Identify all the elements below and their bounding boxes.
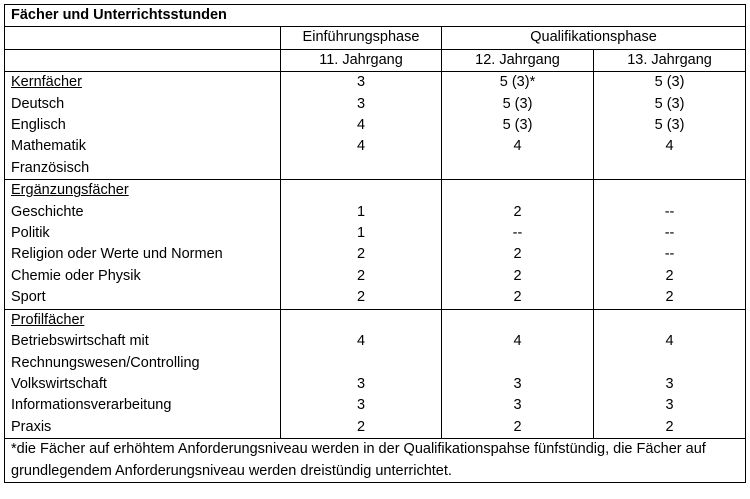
- subject-label: Praxis: [11, 418, 52, 435]
- hours-value: [448, 158, 587, 179]
- hours-value: 2: [513, 289, 522, 306]
- hours-value: 3: [356, 397, 366, 414]
- hours-value: 1: [356, 225, 366, 242]
- hours-value: 5 (3): [654, 117, 685, 134]
- subject-label: Französisch: [11, 159, 90, 176]
- hours-value: 2: [665, 289, 674, 306]
- hours-value: [600, 352, 739, 373]
- hours-value: [287, 158, 435, 179]
- subject-label: Volkswirtschaft: [11, 375, 107, 392]
- header-grade-12: 12. Jahrgang: [442, 49, 594, 71]
- hours-value: 2: [356, 289, 366, 306]
- subjects-table: [4, 4, 746, 483]
- subject-cell: [5, 180, 281, 309]
- footnote: *die Fächer auf erhöhtem Anforderungsniveau werden in der Qualifikationspahse fünfstündig, die Fächer auf grundlegendem Anforderungsniveau werden dreistündig unterrichtet.: [5, 439, 746, 483]
- hours-value: 4: [356, 333, 366, 350]
- subject-label: Sport: [11, 289, 46, 306]
- hours-value: [287, 180, 435, 201]
- subject-cell: [5, 309, 281, 438]
- section-heading: Profilfächer: [11, 311, 85, 328]
- grade-13-cell: [594, 72, 746, 180]
- header-intro-phase: Einführungsphase: [281, 27, 442, 49]
- subject-label: Englisch: [11, 117, 66, 134]
- subject-cell: [5, 72, 281, 180]
- subject-label: Informationsverarbeitung: [11, 397, 172, 414]
- hours-value: 2: [513, 203, 522, 220]
- hours-value: 5 (3): [502, 95, 533, 112]
- footnote-row: [5, 439, 746, 483]
- hours-value: [448, 352, 587, 373]
- hours-value: 4: [665, 333, 674, 350]
- hours-value: 3: [665, 375, 674, 392]
- hours-value: 5 (3)*: [499, 74, 536, 91]
- hours-value: --: [664, 225, 675, 242]
- section-heading: Kernfächer: [11, 74, 82, 91]
- header-grade-13: 13. Jahrgang: [594, 49, 746, 71]
- hours-value: 2: [513, 267, 522, 284]
- hours-value: 3: [513, 397, 522, 414]
- hours-value: [600, 310, 739, 331]
- subject-label: Politik: [11, 225, 50, 242]
- subject-label: Deutsch: [11, 95, 65, 112]
- empty-header-cell: [5, 27, 281, 49]
- subject-label: Religion oder Werte und Normen: [11, 246, 223, 263]
- grade-header-row: [5, 49, 746, 71]
- header-qualification-phase: Qualifikationsphase: [442, 27, 746, 49]
- hours-value: 4: [356, 117, 366, 134]
- header-grade-11: 11. Jahrgang: [281, 49, 442, 71]
- section-heading: Ergänzungsfächer: [11, 182, 129, 199]
- grade-12-cell: [442, 72, 594, 180]
- hours-value: 2: [356, 267, 366, 284]
- subject-label: Chemie oder Physik: [11, 267, 141, 284]
- section-row-profile: [5, 309, 746, 438]
- hours-value: 4: [513, 333, 522, 350]
- hours-value: 5 (3): [654, 95, 685, 112]
- hours-value: --: [512, 225, 523, 242]
- hours-value: 3: [356, 375, 366, 392]
- hours-value: 3: [356, 74, 366, 91]
- subject-label: Geschichte: [11, 203, 84, 220]
- hours-value: 4: [356, 138, 366, 155]
- grade-12-cell: [442, 180, 594, 309]
- hours-value: 2: [513, 246, 522, 263]
- grade-11-cell: [281, 72, 442, 180]
- hours-value: 3: [513, 375, 522, 392]
- hours-value: 3: [356, 95, 366, 112]
- empty-header-cell: [5, 49, 281, 71]
- hours-value: --: [664, 203, 675, 220]
- title-row: [5, 5, 746, 27]
- hours-value: 4: [513, 138, 522, 155]
- table-title: Fächer und Unterrichtsstunden: [5, 5, 746, 27]
- subject-label: Rechnungswesen/Controlling: [11, 354, 200, 371]
- hours-value: --: [664, 246, 675, 263]
- hours-value: 2: [665, 267, 674, 284]
- hours-value: 4: [665, 138, 674, 155]
- grade-13-cell: [594, 180, 746, 309]
- hours-value: [287, 310, 435, 331]
- grade-12-cell: [442, 309, 594, 438]
- hours-value: 2: [513, 418, 522, 435]
- subject-label: Betriebswirtschaft mit: [11, 333, 149, 350]
- hours-value: [600, 180, 739, 201]
- grade-11-cell: [281, 309, 442, 438]
- section-row-supplementary: [5, 180, 746, 309]
- hours-value: 1: [356, 203, 366, 220]
- section-row-core: [5, 72, 746, 180]
- hours-value: [287, 352, 435, 373]
- hours-value: 2: [665, 418, 674, 435]
- hours-value: [448, 310, 587, 331]
- hours-value: 2: [356, 418, 366, 435]
- hours-value: 5 (3): [654, 74, 685, 91]
- hours-value: 5 (3): [502, 117, 533, 134]
- subject-label: Mathematik: [11, 138, 86, 155]
- hours-value: [448, 180, 587, 201]
- hours-value: 3: [665, 397, 674, 414]
- hours-value: [600, 158, 739, 179]
- hours-value: 2: [356, 246, 366, 263]
- phase-header-row: [5, 27, 746, 49]
- grade-11-cell: [281, 180, 442, 309]
- grade-13-cell: [594, 309, 746, 438]
